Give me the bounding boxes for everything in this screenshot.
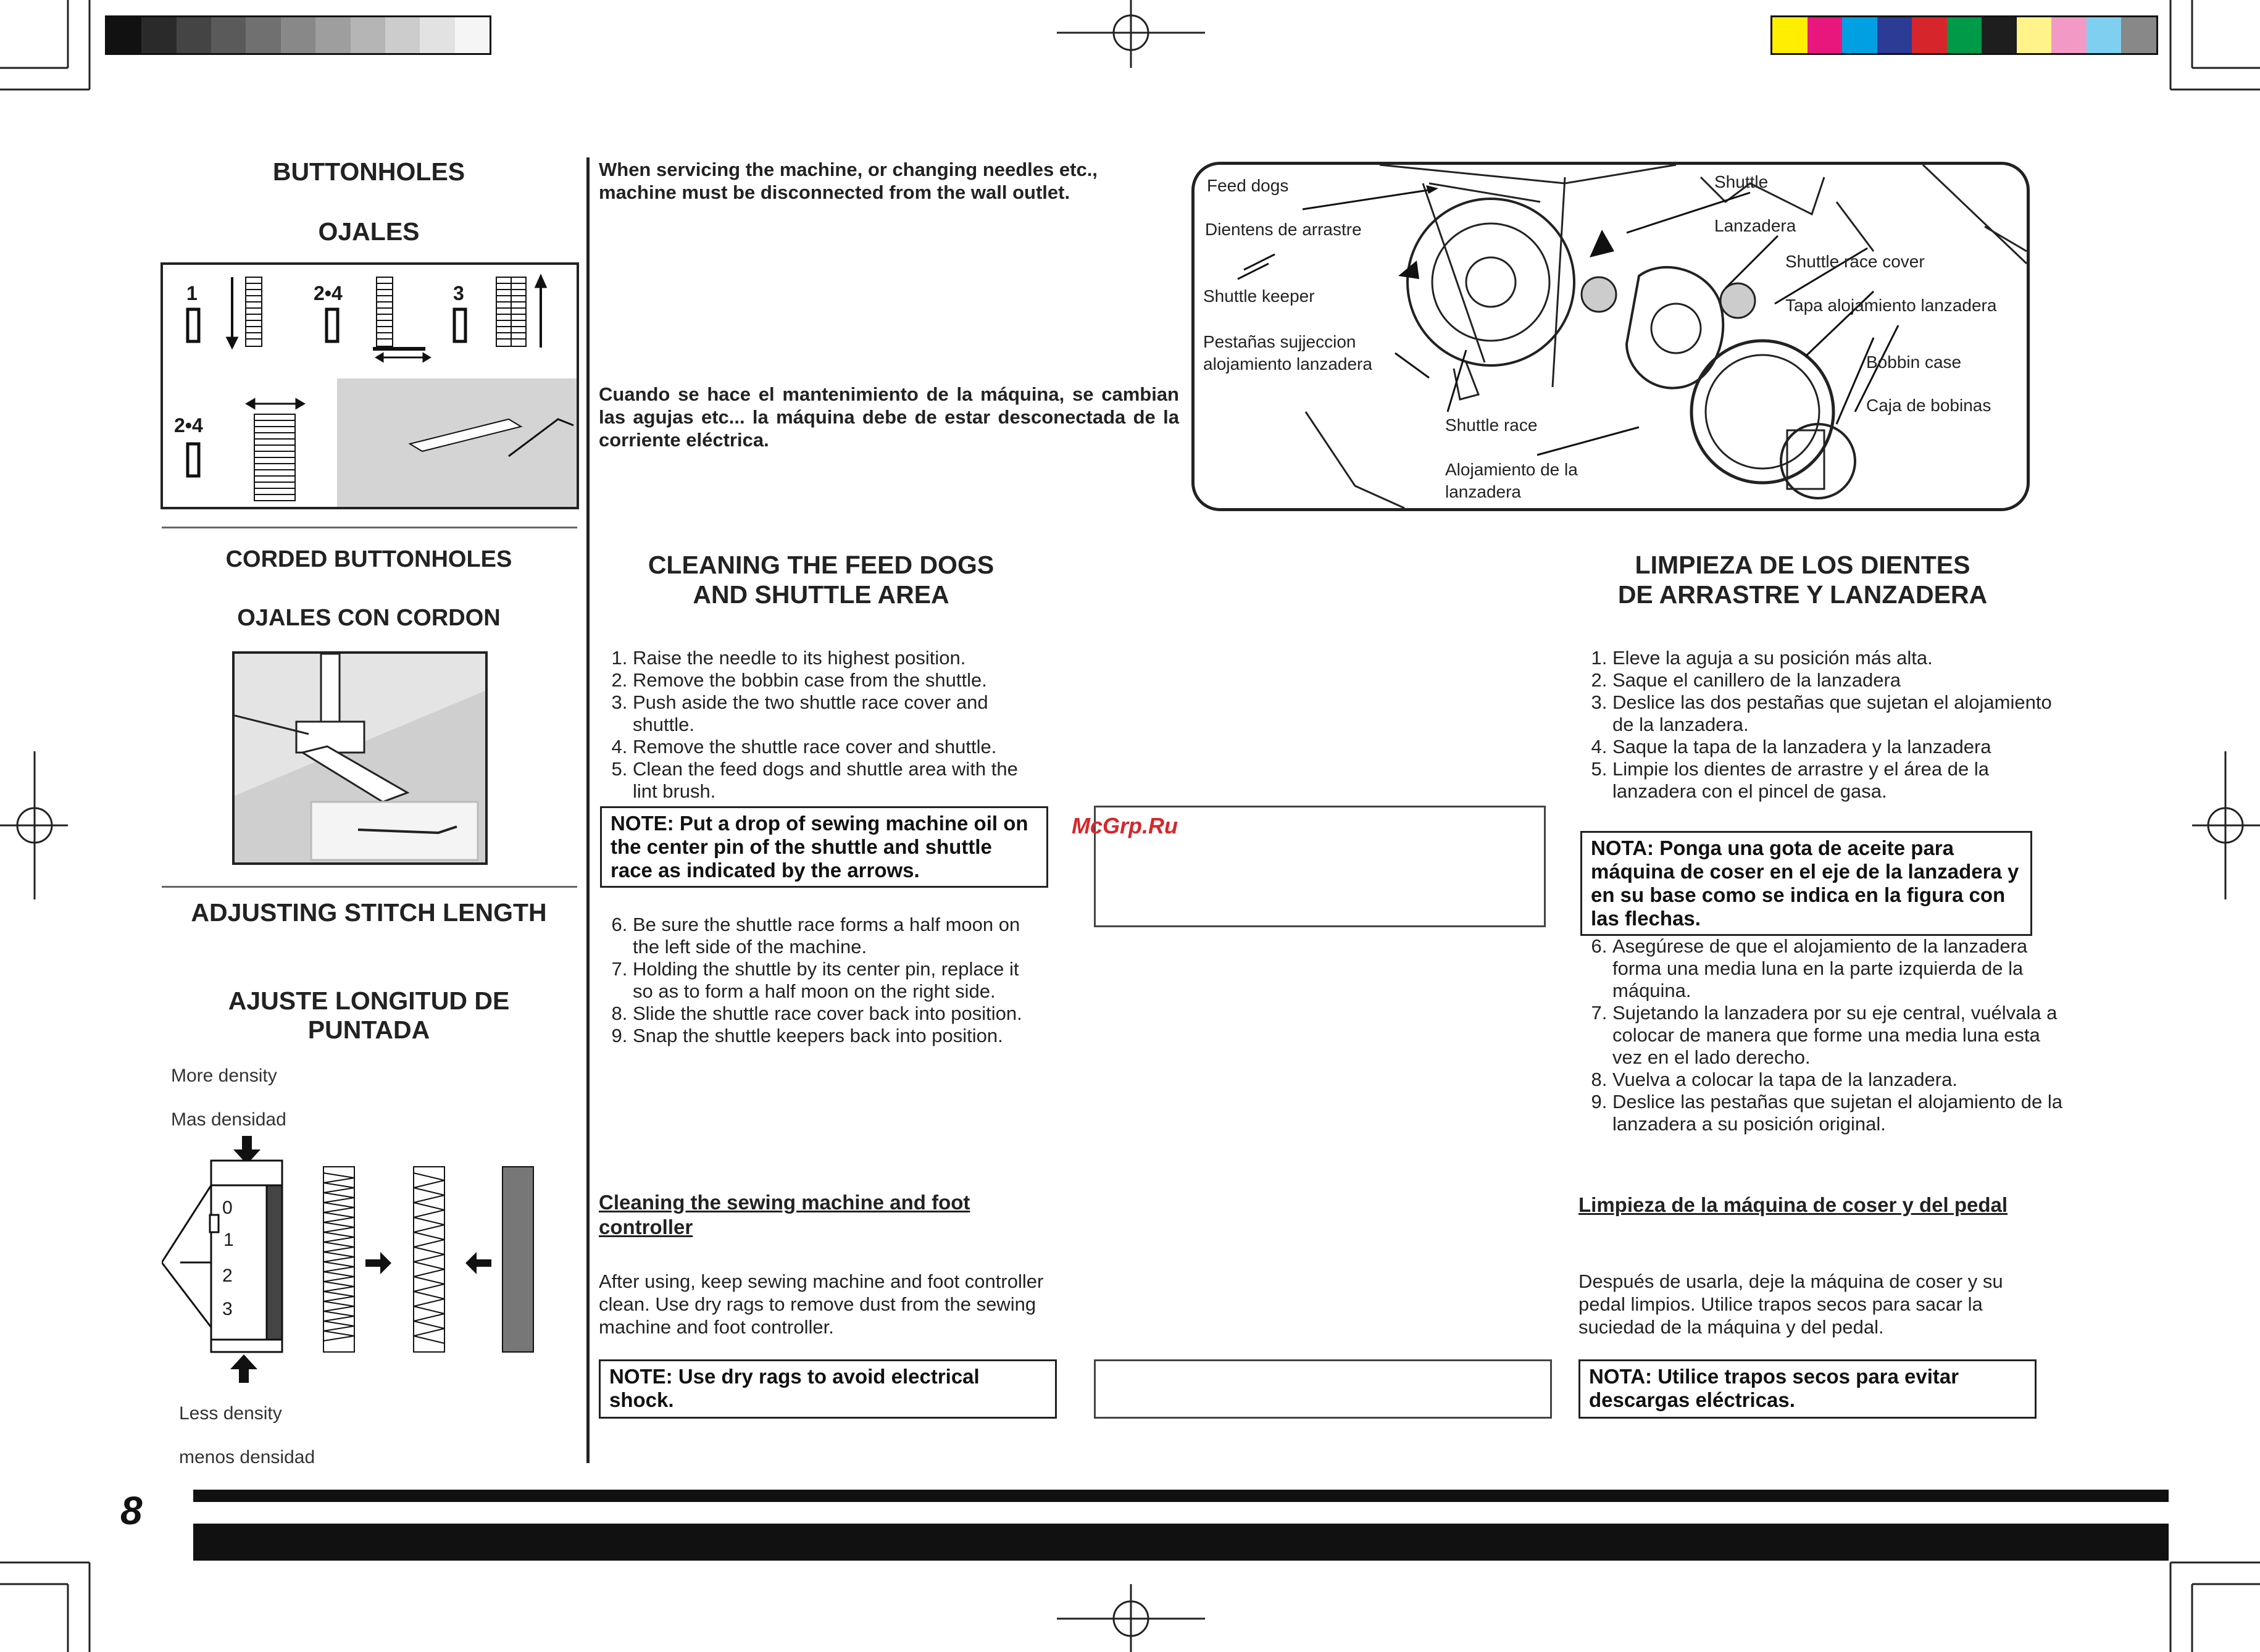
footer-bar-thin — [193, 1490, 2169, 1502]
callout-shuttle-race: Shuttle race — [1445, 415, 1538, 435]
en-subtitle: Cleaning the sewing machine and foot controller — [599, 1191, 970, 1238]
es-subtitle: Limpieza de la máquina de coser y del pedal — [1578, 1193, 2008, 1216]
list-item: 9. Snap the shuttle keepers back into position. — [633, 1025, 1031, 1047]
dial-number-0: 0 — [222, 1198, 233, 1218]
buttonholes-title: BUTTONHOLES — [272, 157, 465, 186]
list-item: 1. Raise the needle to its highest position. — [633, 647, 1031, 669]
watermark: McGrp.Ru — [1072, 813, 1178, 838]
list-item: 3. Deslice las dos pestañas que sujetan el alojamiento de la lanzadera. — [1612, 691, 2065, 736]
list-item: 4. Remove the shuttle race cover and shuttle. — [633, 736, 1031, 758]
bh-label-2: 2•4 — [314, 282, 343, 304]
en-steps-a — [599, 647, 1031, 803]
callout-lanzadera: Lanzadera — [1714, 216, 1796, 235]
list-item: 6. Be sure the shuttle race forms a half moon on the left side of the machine. — [633, 914, 1031, 958]
list-item: 7. Holding the shuttle by its center pin, replace it so as to form a half moon on the right side. — [633, 958, 1031, 1003]
es-note-oil: NOTA: Ponga una gota de aceite para máquina de coser en el eje de la lanzadera y en su base como se indica en la figura con las flechas. — [1580, 831, 2032, 936]
callout-shuttle-race-cover: Shuttle race cover — [1785, 252, 1925, 271]
es-title-1: LIMPIEZA DE LOS DIENTES — [1635, 551, 1970, 579]
en-title-2: AND SHUTTLE AREA — [693, 580, 949, 609]
empty-box — [1094, 1359, 1552, 1419]
en-clean-text: After using, keep sewing machine and foot controller clean. Use dry rags to remove dust from the sewing machine and foot controller. — [599, 1270, 1044, 1338]
list-item: 9. Deslice las pestañas que sujetan el alojamiento de la lanzadera a su posición original. — [1612, 1091, 2065, 1135]
list-item: 2. Saque el canillero de la lanzadera — [1612, 669, 2065, 691]
mas-densidad-label: Mas densidad — [171, 1109, 286, 1130]
en-steps-b — [599, 914, 1031, 1047]
es-clean-text: Después de usarla, deje la máquina de coser y su pedal limpios. Utilice trapos secos para sacar la suciedad de la máquina y del pedal. — [1578, 1270, 2003, 1338]
less-density-label: Less density — [179, 1403, 282, 1424]
warning-en: When servicing the machine, or changing needles etc., machine must be disconnected from the wall outlet. — [599, 159, 1098, 203]
list-item: 7. Sujetando la lanzadera por su eje central, vuélvala a colocar de manera que forme una media luna esta vez en el lado derecho. — [1612, 1002, 2065, 1069]
column-rule — [586, 157, 590, 1463]
list-item: 5. Clean the feed dogs and shuttle area with the lint brush. — [633, 758, 1031, 803]
divider — [162, 527, 577, 528]
list-item: 1. Eleve la aguja a su posición más alta. — [1612, 647, 2065, 669]
dial-number-3: 3 — [222, 1299, 233, 1319]
bh-label-4: 2•4 — [174, 414, 203, 436]
buttonhole-drawing — [163, 265, 577, 507]
list-item: 8. Vuelva a colocar la tapa de la lanzadera. — [1612, 1069, 2065, 1091]
en-title-1: CLEANING THE FEED DOGS — [648, 551, 994, 579]
dial-number-2: 2 — [222, 1266, 233, 1286]
callout-bobbin-case: Bobbin case — [1866, 353, 1962, 372]
en-note-oil: NOTE: Put a drop of sewing machine oil on the center pin of the shuttle and shuttle race as indicated by the arrows. — [600, 806, 1048, 888]
callout-alojamiento-2: lanzadera — [1445, 482, 1521, 501]
list-item: 2. Remove the bobbin case from the shuttle. — [633, 669, 1031, 691]
callout-feed-dogs: Feed dogs — [1207, 176, 1289, 195]
callout-alojamiento-1: Alojamiento de la — [1445, 460, 1578, 479]
corded-figure — [232, 651, 488, 865]
callout-caja: Caja de bobinas — [1866, 396, 1991, 415]
callout-pestanas-2: alojamiento lanzadera — [1203, 354, 1372, 373]
ajuste-title-1: AJUSTE LONGITUD DE — [228, 987, 510, 1015]
warning-es: Cuando se hace el mantenimiento de la máquina, se cambian las agujas etc... la máquina debe de estar desconectada de la corriente eléctrica. — [599, 383, 1179, 451]
callout-tapa: Tapa alojamiento lanzadera — [1785, 296, 1997, 315]
en-note-rags: NOTE: Use dry rags to avoid electrical shock. — [599, 1359, 1057, 1419]
es-steps-a — [1578, 647, 2065, 803]
menos-densidad-label: menos densidad — [179, 1447, 315, 1467]
divider — [162, 886, 577, 888]
stitch-dial-figure — [162, 1136, 544, 1389]
callout-pestanas-1: Pestañas sujjeccion — [1203, 332, 1356, 351]
callout-dientens: Dientens de arrastre — [1205, 220, 1362, 239]
list-item: 4. Saque la tapa de la lanzadera y la lanzadera — [1612, 736, 2065, 758]
more-density-label: More density — [171, 1066, 277, 1086]
es-steps-b — [1578, 935, 2065, 1135]
presser-foot-drawing — [235, 654, 485, 862]
bh-label-3: 3 — [453, 282, 464, 304]
list-item: 5. Limpie los dientes de arrastre y el área de la lanzadera con el pincel de gasa. — [1612, 758, 2065, 803]
es-note-rags: NOTA: Utilice trapos secos para evitar descargas eléctricas. — [1578, 1359, 2037, 1419]
shuttle-diagram — [1191, 162, 2030, 511]
bh-label-1: 1 — [186, 282, 198, 304]
list-item: 6. Asegúrese de que el alojamiento de la lanzadera forma una media luna en la parte izquierda de la máquina. — [1612, 935, 2065, 1002]
callout-shuttle: Shuttle — [1714, 172, 1769, 191]
es-title-2: DE ARRASTRE Y LANZADERA — [1617, 580, 1988, 609]
ojales-cordon-title: OJALES CON CORDON — [237, 605, 501, 631]
corded-title: CORDED BUTTONHOLES — [225, 546, 512, 572]
list-item: 8. Slide the shuttle race cover back into position. — [633, 1003, 1031, 1025]
buttonhole-figure — [161, 262, 579, 509]
callout-shuttle-keeper: Shuttle keeper — [1203, 286, 1315, 306]
stitch-title: ADJUSTING STITCH LENGTH — [191, 898, 547, 927]
dial-number-1: 1 — [223, 1230, 234, 1250]
footer-bar-thick — [193, 1524, 2169, 1561]
list-item: 3. Push aside the two shuttle race cover and shuttle. — [633, 691, 1031, 736]
page-number: 8 — [120, 1488, 143, 1533]
ajuste-title-2: PUNTADA — [307, 1016, 430, 1044]
ojales-title: OJALES — [318, 217, 420, 246]
